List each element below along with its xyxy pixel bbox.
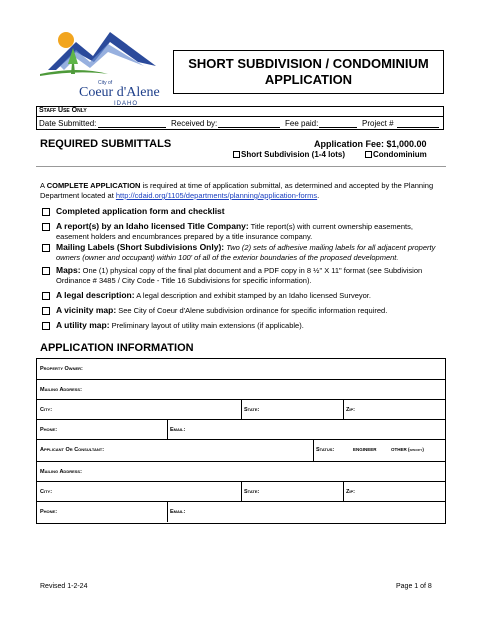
city-state-zip-row bbox=[37, 400, 445, 420]
divider bbox=[343, 482, 344, 501]
checkbox-icon[interactable] bbox=[365, 151, 372, 158]
phone-label[interactable]: Phone: bbox=[40, 509, 58, 515]
page-number: Page 1 of 8 bbox=[396, 583, 432, 590]
status-label: Status: bbox=[316, 447, 335, 453]
email-label[interactable]: Email: bbox=[170, 427, 186, 433]
phone-label[interactable]: Phone: bbox=[40, 427, 58, 433]
item-text: Two (2) sets of adhesive mailing labels for all adjacent property owners (owner and occupant) within 100' of all of the exterior boundaries of the proposed development. bbox=[56, 243, 436, 262]
mailing-address-label: Mailing Address: bbox=[40, 387, 82, 393]
item-text: One (1) physical copy of the final plat document and a PDF copy in 8 ½" X 11" format (see Subdivision Ordinance # 3485 / City Code - Title 16 Subdivisions for specific information). bbox=[56, 266, 423, 285]
intro-mid: is required at time of application submittal, as determined and accepted by the Planning Department located at bbox=[40, 181, 434, 200]
item-title: Maps: bbox=[56, 265, 81, 275]
item-title: Mailing Labels (Short Subdivisions Only): bbox=[56, 242, 225, 252]
item-text: Preliminary layout of utility main extensions (if applicable). bbox=[109, 321, 304, 330]
logo-city-name: Coeur d'Alene bbox=[79, 85, 160, 100]
item-title: A utility map: bbox=[56, 320, 110, 330]
divider bbox=[313, 440, 314, 461]
application-information-heading: APPLICATION INFORMATION bbox=[40, 342, 194, 354]
revision-date: Revised 1-2-24 bbox=[40, 583, 88, 590]
checkbox-icon[interactable] bbox=[233, 151, 240, 158]
state-label[interactable]: State: bbox=[244, 407, 260, 413]
checklist-item bbox=[40, 207, 446, 217]
form-title bbox=[173, 50, 444, 94]
checkbox-icon[interactable] bbox=[42, 307, 50, 315]
item-text: See City of Coeur d'Alene subdivision ordinance for specific information required. bbox=[116, 306, 388, 315]
title-line-1: SHORT SUBDIVISION / CONDOMINIUM bbox=[188, 56, 429, 71]
logo-city-small: City of bbox=[98, 80, 113, 86]
logo-state: IDAHO bbox=[114, 101, 139, 107]
project-label: Project # bbox=[362, 119, 394, 128]
email-label[interactable]: Email: bbox=[170, 509, 186, 515]
zip-label[interactable]: Zip: bbox=[346, 407, 355, 413]
city-label[interactable]: City: bbox=[40, 489, 53, 495]
item-title: Completed application form and checklist bbox=[56, 206, 225, 216]
item-title: A vicinity map: bbox=[56, 305, 117, 315]
checklist-item bbox=[40, 266, 446, 285]
checkbox-icon[interactable] bbox=[42, 208, 50, 216]
date-submitted-field[interactable] bbox=[98, 127, 166, 128]
mailing-address-label: Mailing Address: bbox=[40, 469, 82, 475]
city-state-zip-row-2 bbox=[37, 482, 445, 502]
title-line-2: APPLICATION bbox=[264, 72, 353, 87]
application-fee: Application Fee: $1,000.00 bbox=[314, 139, 427, 149]
checklist-item bbox=[40, 243, 446, 262]
state-label[interactable]: State: bbox=[244, 489, 260, 495]
mountain-logo-icon bbox=[38, 22, 166, 82]
divider bbox=[167, 502, 168, 522]
city-label[interactable]: City: bbox=[40, 407, 53, 413]
item-title: A legal description: bbox=[56, 290, 135, 300]
city-logo bbox=[38, 22, 166, 107]
divider bbox=[241, 400, 242, 419]
applicant-row bbox=[37, 440, 445, 462]
planning-forms-link[interactable]: http://cdaid.org/1105/departments/planning/application-forms bbox=[115, 191, 318, 200]
zip-label[interactable]: Zip: bbox=[346, 489, 355, 495]
property-owner-label: Property Owner: bbox=[40, 366, 83, 372]
phone-email-row-2 bbox=[37, 502, 445, 522]
received-by-field[interactable] bbox=[218, 127, 280, 128]
checkbox-icon[interactable] bbox=[42, 244, 50, 252]
divider bbox=[241, 482, 242, 501]
condominium-option[interactable] bbox=[365, 150, 427, 159]
item-title: A report(s) by an Idaho licensed Title Company: bbox=[56, 221, 249, 231]
divider bbox=[343, 400, 344, 419]
other-option[interactable]: OTHER (specify) bbox=[391, 447, 424, 452]
mailing-address-row[interactable] bbox=[37, 380, 445, 400]
property-owner-row[interactable] bbox=[37, 359, 445, 380]
received-by-label: Received by: bbox=[171, 119, 218, 128]
checklist-item bbox=[40, 306, 446, 316]
intro-post: . bbox=[317, 191, 320, 200]
required-submittals-heading: REQUIRED SUBMITTALS bbox=[40, 138, 172, 150]
staff-use-header: Staff Use Only bbox=[39, 107, 87, 114]
application-info-table bbox=[36, 358, 446, 524]
checklist-item bbox=[40, 222, 446, 241]
condominium-label: Condominium bbox=[373, 150, 427, 159]
item-text: A legal description and exhibit stamped by an Idaho licensed Surveyor. bbox=[134, 291, 371, 300]
phone-email-row bbox=[37, 420, 445, 440]
checkbox-icon[interactable] bbox=[42, 223, 50, 231]
intro-bold: COMPLETE APPLICATION bbox=[46, 181, 141, 190]
short-subdivision-option[interactable] bbox=[233, 150, 345, 159]
intro-pre: A bbox=[40, 181, 47, 190]
short-subdivision-label: Short Subdivision (1-4 lots) bbox=[241, 150, 346, 159]
project-field[interactable] bbox=[397, 127, 439, 128]
item-text: Title report(s) with current ownership easements, easement holders and encumbrances prepared by a title insurance company. bbox=[56, 222, 413, 241]
fee-paid-label: Fee paid: bbox=[285, 119, 319, 128]
fee-paid-field[interactable] bbox=[319, 127, 357, 128]
applicant-label[interactable]: Applicant Or Consultant: bbox=[40, 447, 105, 453]
checklist-item bbox=[40, 291, 446, 301]
divider bbox=[36, 166, 446, 167]
divider bbox=[167, 420, 168, 439]
mailing-address-row-2[interactable] bbox=[37, 462, 445, 482]
intro-paragraph bbox=[40, 181, 445, 201]
engineer-option[interactable]: ENGINEER bbox=[353, 447, 377, 452]
checkbox-icon[interactable] bbox=[42, 322, 50, 330]
checkbox-icon[interactable] bbox=[42, 267, 50, 275]
checkbox-icon[interactable] bbox=[42, 292, 50, 300]
date-submitted-label: Date Submitted: bbox=[39, 119, 97, 128]
staff-use-row bbox=[36, 116, 444, 130]
checklist-item bbox=[40, 321, 446, 331]
